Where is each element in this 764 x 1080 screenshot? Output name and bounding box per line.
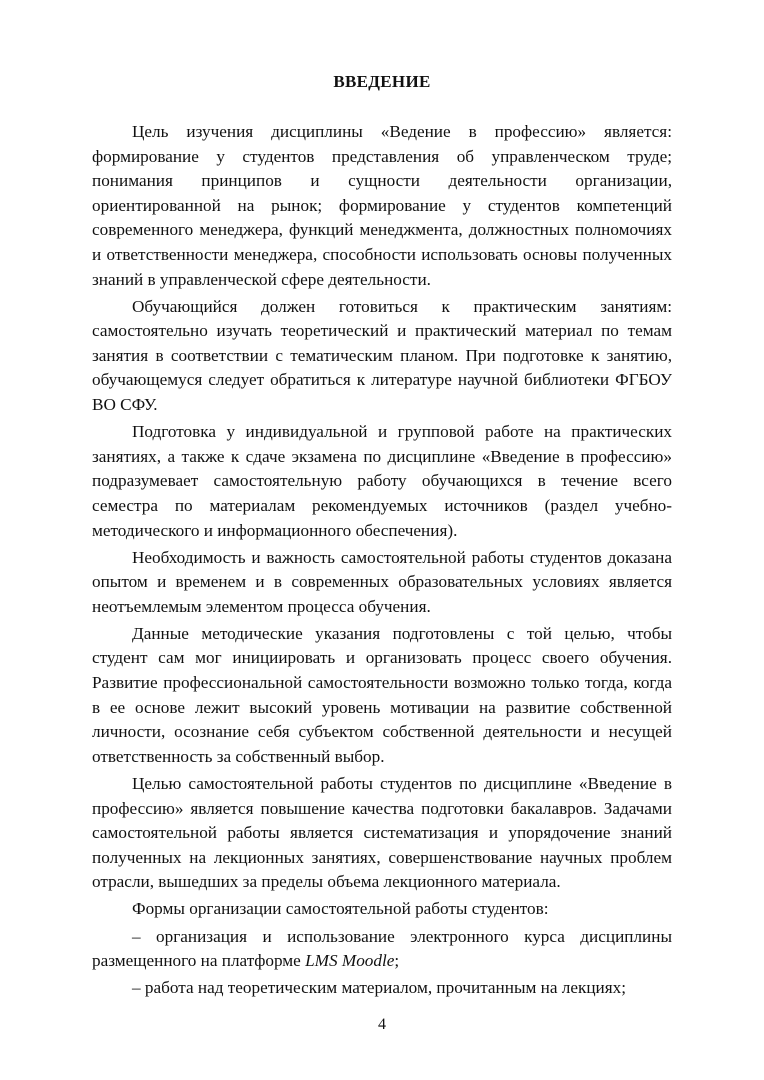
list-item-punctuation: ; [394, 951, 400, 971]
paragraph-guidelines-purpose: Данные методические указания подготовлены с той целью, чтобы студент сам мог инициировать и организовать процесс своего обучения. Развитие профессиональной самостоятельности возможно только тогда, когда в ее основе лежит высокий уровень мотивации на развитие собственной личности, осознание себя субъектом собственной деятельности и несущей ответственность за собственный выбор. [92, 623, 672, 766]
list-item-electronic-course [92, 925, 672, 974]
platform-name: LMS Moodle [305, 951, 395, 971]
list-item-theory-work: – работа над теоретическим материалом, прочитанным на лекциях; [132, 978, 627, 998]
paragraph-practical-preparation: Обучающийся должен готовиться к практическим занятиям: самостоятельно изучать теоретический и практический материал по темам занятия в соответствии с тематическим планом. При подготовке к занятию, обучающемуся следует обратиться к литературе научной библиотеки ФГБОУ ВО СФУ. [92, 296, 672, 415]
body-text [92, 120, 672, 1003]
paragraph-importance: Необходимость и важность самостоятельной работы студентов доказана опытом и временем и в современных образовательных условиях является неотъемлемым элементом процесса обучения. [92, 547, 672, 616]
paragraph-forms-intro: Формы организации самостоятельной работы студентов: [132, 899, 549, 919]
paragraph-self-study-goal: Целью самостоятельной работы студентов по дисциплине «Введение в профессию» является повышение качества подготовки бакалавров. Задачами самостоятельной работы является систематизация и упорядочение знаний полученных на лекционных занятиях, совершенствование научных проблем отрасли, вышедших за пределы объема лекционного материала. [92, 773, 672, 892]
list-item-text: – организация и использование электронного курса дисциплины размещенного на платформе [92, 926, 672, 971]
paragraph-exam-preparation: Подготовка у индивидуальной и групповой работе на практических занятиях, а также к сдаче экзамена по дисциплине «Введение в профессию» подразумевает самостоятельную работу обучающихся в течение всего семестра по материалам рекомендуемых источников (раздел учебно-методического и информационного обеспечения). [92, 422, 672, 540]
document-page [92, 0, 672, 1080]
page-number: 4 [378, 1016, 386, 1033]
paragraph-goal: Цель изучения дисциплины «Ведение в профессию» является: формирование у студентов представления об управленческом труде; понимания принципов и сущности деятельности организации, ориентированной на рынок; формирование у студентов компетенций современного менеджера, функций менеджмента, должностных полномочиях и ответственности менеджера, способности использовать основы полученных знаний в управленческой сфере деятельности. [92, 122, 672, 289]
section-heading: ВВЕДЕНИЕ [333, 72, 431, 91]
